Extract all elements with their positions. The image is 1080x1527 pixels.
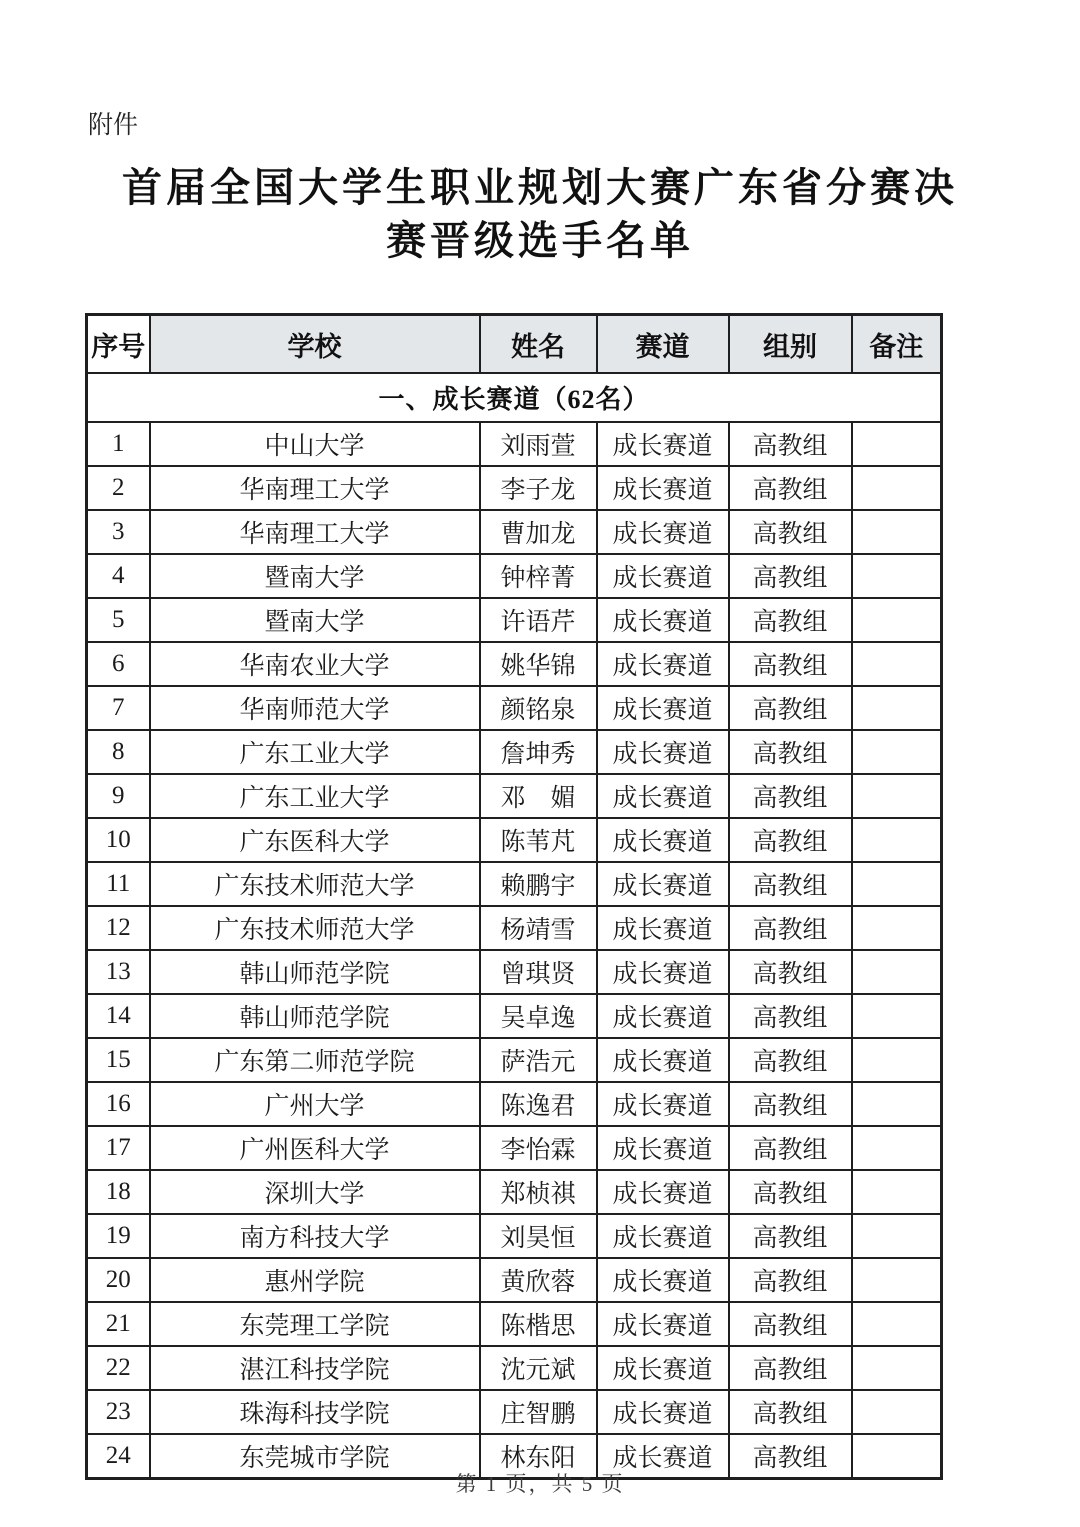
name-cell: 杨靖雪 xyxy=(480,906,597,950)
row-number-cell: 13 xyxy=(87,950,150,994)
table-row xyxy=(87,1082,942,1126)
header-track: 赛道 xyxy=(597,315,729,374)
name-cell: 萨浩元 xyxy=(480,1038,597,1082)
remark-cell xyxy=(852,1258,942,1302)
remark-cell xyxy=(852,1346,942,1390)
group-cell: 高教组 xyxy=(729,1390,852,1434)
group-cell: 高教组 xyxy=(729,1302,852,1346)
track-cell: 成长赛道 xyxy=(597,906,729,950)
group-cell: 高教组 xyxy=(729,818,852,862)
header-name: 姓名 xyxy=(480,315,597,374)
remark-cell xyxy=(852,1390,942,1434)
row-number-cell: 3 xyxy=(87,510,150,554)
track-cell: 成长赛道 xyxy=(597,1302,729,1346)
table-row xyxy=(87,1302,942,1346)
row-number-cell: 10 xyxy=(87,818,150,862)
row-number-cell: 21 xyxy=(87,1302,150,1346)
row-number-cell: 15 xyxy=(87,1038,150,1082)
table-row xyxy=(87,598,942,642)
track-cell: 成长赛道 xyxy=(597,686,729,730)
group-cell: 高教组 xyxy=(729,598,852,642)
table-row xyxy=(87,466,942,510)
remark-cell xyxy=(852,598,942,642)
remark-cell xyxy=(852,642,942,686)
name-cell: 曹加龙 xyxy=(480,510,597,554)
table-row xyxy=(87,1346,942,1390)
row-number-cell: 2 xyxy=(87,466,150,510)
track-cell: 成长赛道 xyxy=(597,1390,729,1434)
group-cell: 高教组 xyxy=(729,466,852,510)
track-cell: 成长赛道 xyxy=(597,1214,729,1258)
remark-cell xyxy=(852,510,942,554)
name-cell: 陈逸君 xyxy=(480,1082,597,1126)
group-cell: 高教组 xyxy=(729,1082,852,1126)
school-cell: 中山大学 xyxy=(150,422,480,466)
remark-cell xyxy=(852,554,942,598)
row-number-cell: 7 xyxy=(87,686,150,730)
school-cell: 华南师范大学 xyxy=(150,686,480,730)
school-cell: 广州医科大学 xyxy=(150,1126,480,1170)
name-cell: 刘雨萱 xyxy=(480,422,597,466)
school-cell: 华南理工大学 xyxy=(150,466,480,510)
group-cell: 高教组 xyxy=(729,862,852,906)
name-cell: 郑桢祺 xyxy=(480,1170,597,1214)
row-number-cell: 23 xyxy=(87,1390,150,1434)
remark-cell xyxy=(852,1302,942,1346)
table-row xyxy=(87,1170,942,1214)
header-school: 学校 xyxy=(150,315,480,374)
remark-cell xyxy=(852,422,942,466)
track-cell: 成长赛道 xyxy=(597,466,729,510)
title-block xyxy=(0,162,1080,268)
section-header-row xyxy=(87,373,942,422)
remark-cell xyxy=(852,1126,942,1170)
table-row xyxy=(87,686,942,730)
track-cell: 成长赛道 xyxy=(597,598,729,642)
row-number-cell: 1 xyxy=(87,422,150,466)
table-row xyxy=(87,818,942,862)
name-cell: 沈元斌 xyxy=(480,1346,597,1390)
table-row xyxy=(87,862,942,906)
group-cell: 高教组 xyxy=(729,1126,852,1170)
group-cell: 高教组 xyxy=(729,1214,852,1258)
table-row xyxy=(87,950,942,994)
remark-cell xyxy=(852,1038,942,1082)
track-cell: 成长赛道 xyxy=(597,730,729,774)
name-cell: 邓 媚 xyxy=(480,774,597,818)
school-cell: 东莞城市学院 xyxy=(150,1434,480,1479)
name-cell: 刘昊恒 xyxy=(480,1214,597,1258)
track-cell: 成长赛道 xyxy=(597,1258,729,1302)
track-cell: 成长赛道 xyxy=(597,1038,729,1082)
school-cell: 广州大学 xyxy=(150,1082,480,1126)
header-remark: 备注 xyxy=(852,315,942,374)
track-cell: 成长赛道 xyxy=(597,950,729,994)
group-cell: 高教组 xyxy=(729,510,852,554)
table-row xyxy=(87,642,942,686)
row-number-cell: 5 xyxy=(87,598,150,642)
track-cell: 成长赛道 xyxy=(597,774,729,818)
row-number-cell: 20 xyxy=(87,1258,150,1302)
school-cell: 暨南大学 xyxy=(150,554,480,598)
remark-cell xyxy=(852,1170,942,1214)
row-number-cell: 6 xyxy=(87,642,150,686)
remark-cell xyxy=(852,950,942,994)
row-number-cell: 4 xyxy=(87,554,150,598)
table-row xyxy=(87,554,942,598)
name-cell: 曾琪贤 xyxy=(480,950,597,994)
group-cell: 高教组 xyxy=(729,950,852,994)
school-cell: 深圳大学 xyxy=(150,1170,480,1214)
track-cell: 成长赛道 xyxy=(597,862,729,906)
remark-cell xyxy=(852,1082,942,1126)
attachment-label: 附件 xyxy=(88,111,139,139)
name-cell: 吴卓逸 xyxy=(480,994,597,1038)
section-header: 一、成长赛道（62名） xyxy=(87,373,942,422)
school-cell: 珠海科技学院 xyxy=(150,1390,480,1434)
school-cell: 南方科技大学 xyxy=(150,1214,480,1258)
school-cell: 广东工业大学 xyxy=(150,730,480,774)
table-header-row xyxy=(87,315,942,374)
page-number-footer: 第 1 页，共 5 页 xyxy=(455,1472,625,1496)
name-cell: 庄智鹏 xyxy=(480,1390,597,1434)
school-cell: 广东技术师范大学 xyxy=(150,862,480,906)
remark-cell xyxy=(852,466,942,510)
qualifiers-table xyxy=(85,313,943,1480)
table-row xyxy=(87,510,942,554)
track-cell: 成长赛道 xyxy=(597,1126,729,1170)
track-cell: 成长赛道 xyxy=(597,554,729,598)
name-cell: 颜铭泉 xyxy=(480,686,597,730)
row-number-cell: 14 xyxy=(87,994,150,1038)
name-cell: 陈苇芃 xyxy=(480,818,597,862)
remark-cell xyxy=(852,730,942,774)
group-cell: 高教组 xyxy=(729,994,852,1038)
table-row xyxy=(87,730,942,774)
name-cell: 李子龙 xyxy=(480,466,597,510)
group-cell: 高教组 xyxy=(729,642,852,686)
school-cell: 东莞理工学院 xyxy=(150,1302,480,1346)
track-cell: 成长赛道 xyxy=(597,994,729,1038)
group-cell: 高教组 xyxy=(729,1170,852,1214)
table-row xyxy=(87,422,942,466)
row-number-cell: 16 xyxy=(87,1082,150,1126)
track-cell: 成长赛道 xyxy=(597,1170,729,1214)
table-row xyxy=(87,1214,942,1258)
group-cell: 高教组 xyxy=(729,1258,852,1302)
row-number-cell: 22 xyxy=(87,1346,150,1390)
school-cell: 韩山师范学院 xyxy=(150,994,480,1038)
name-cell: 陈楷思 xyxy=(480,1302,597,1346)
header-no: 序号 xyxy=(87,315,150,374)
remark-cell xyxy=(852,994,942,1038)
group-cell: 高教组 xyxy=(729,774,852,818)
school-cell: 韩山师范学院 xyxy=(150,950,480,994)
remark-cell xyxy=(852,862,942,906)
name-cell: 许语芹 xyxy=(480,598,597,642)
table-row xyxy=(87,1390,942,1434)
remark-cell xyxy=(852,1214,942,1258)
group-cell: 高教组 xyxy=(729,686,852,730)
group-cell: 高教组 xyxy=(729,730,852,774)
group-cell: 高教组 xyxy=(729,554,852,598)
row-number-cell: 17 xyxy=(87,1126,150,1170)
group-cell: 高教组 xyxy=(729,1434,852,1479)
track-cell: 成长赛道 xyxy=(597,1434,729,1479)
group-cell: 高教组 xyxy=(729,906,852,950)
row-number-cell: 9 xyxy=(87,774,150,818)
school-cell: 暨南大学 xyxy=(150,598,480,642)
track-cell: 成长赛道 xyxy=(597,642,729,686)
name-cell: 李怡霖 xyxy=(480,1126,597,1170)
row-number-cell: 11 xyxy=(87,862,150,906)
group-cell: 高教组 xyxy=(729,1346,852,1390)
school-cell: 华南农业大学 xyxy=(150,642,480,686)
school-cell: 广东技术师范大学 xyxy=(150,906,480,950)
table-row xyxy=(87,994,942,1038)
name-cell: 黄欣蓉 xyxy=(480,1258,597,1302)
name-cell: 林东阳 xyxy=(480,1434,597,1479)
table-row xyxy=(87,1126,942,1170)
row-number-cell: 8 xyxy=(87,730,150,774)
remark-cell xyxy=(852,686,942,730)
track-cell: 成长赛道 xyxy=(597,422,729,466)
name-cell: 赖鹏宇 xyxy=(480,862,597,906)
row-number-cell: 12 xyxy=(87,906,150,950)
name-cell: 詹坤秀 xyxy=(480,730,597,774)
track-cell: 成长赛道 xyxy=(597,1346,729,1390)
remark-cell xyxy=(852,906,942,950)
table-row xyxy=(87,1038,942,1082)
table-row xyxy=(87,774,942,818)
table-body xyxy=(87,422,942,1479)
name-cell: 姚华锦 xyxy=(480,642,597,686)
school-cell: 湛江科技学院 xyxy=(150,1346,480,1390)
school-cell: 广东医科大学 xyxy=(150,818,480,862)
table-row xyxy=(87,1258,942,1302)
remark-cell xyxy=(852,818,942,862)
track-cell: 成长赛道 xyxy=(597,1082,729,1126)
header-group: 组别 xyxy=(729,315,852,374)
school-cell: 广东第二师范学院 xyxy=(150,1038,480,1082)
row-number-cell: 19 xyxy=(87,1214,150,1258)
track-cell: 成长赛道 xyxy=(597,818,729,862)
row-number-cell: 24 xyxy=(87,1434,150,1479)
group-cell: 高教组 xyxy=(729,1038,852,1082)
remark-cell xyxy=(852,774,942,818)
row-number-cell: 18 xyxy=(87,1170,150,1214)
table-row xyxy=(87,906,942,950)
page-title: 首届全国大学生职业规划大赛广东省分赛决赛晋级选手名单 xyxy=(122,165,958,263)
school-cell: 广东工业大学 xyxy=(150,774,480,818)
name-cell: 钟梓菁 xyxy=(480,554,597,598)
school-cell: 华南理工大学 xyxy=(150,510,480,554)
track-cell: 成长赛道 xyxy=(597,510,729,554)
school-cell: 惠州学院 xyxy=(150,1258,480,1302)
group-cell: 高教组 xyxy=(729,422,852,466)
